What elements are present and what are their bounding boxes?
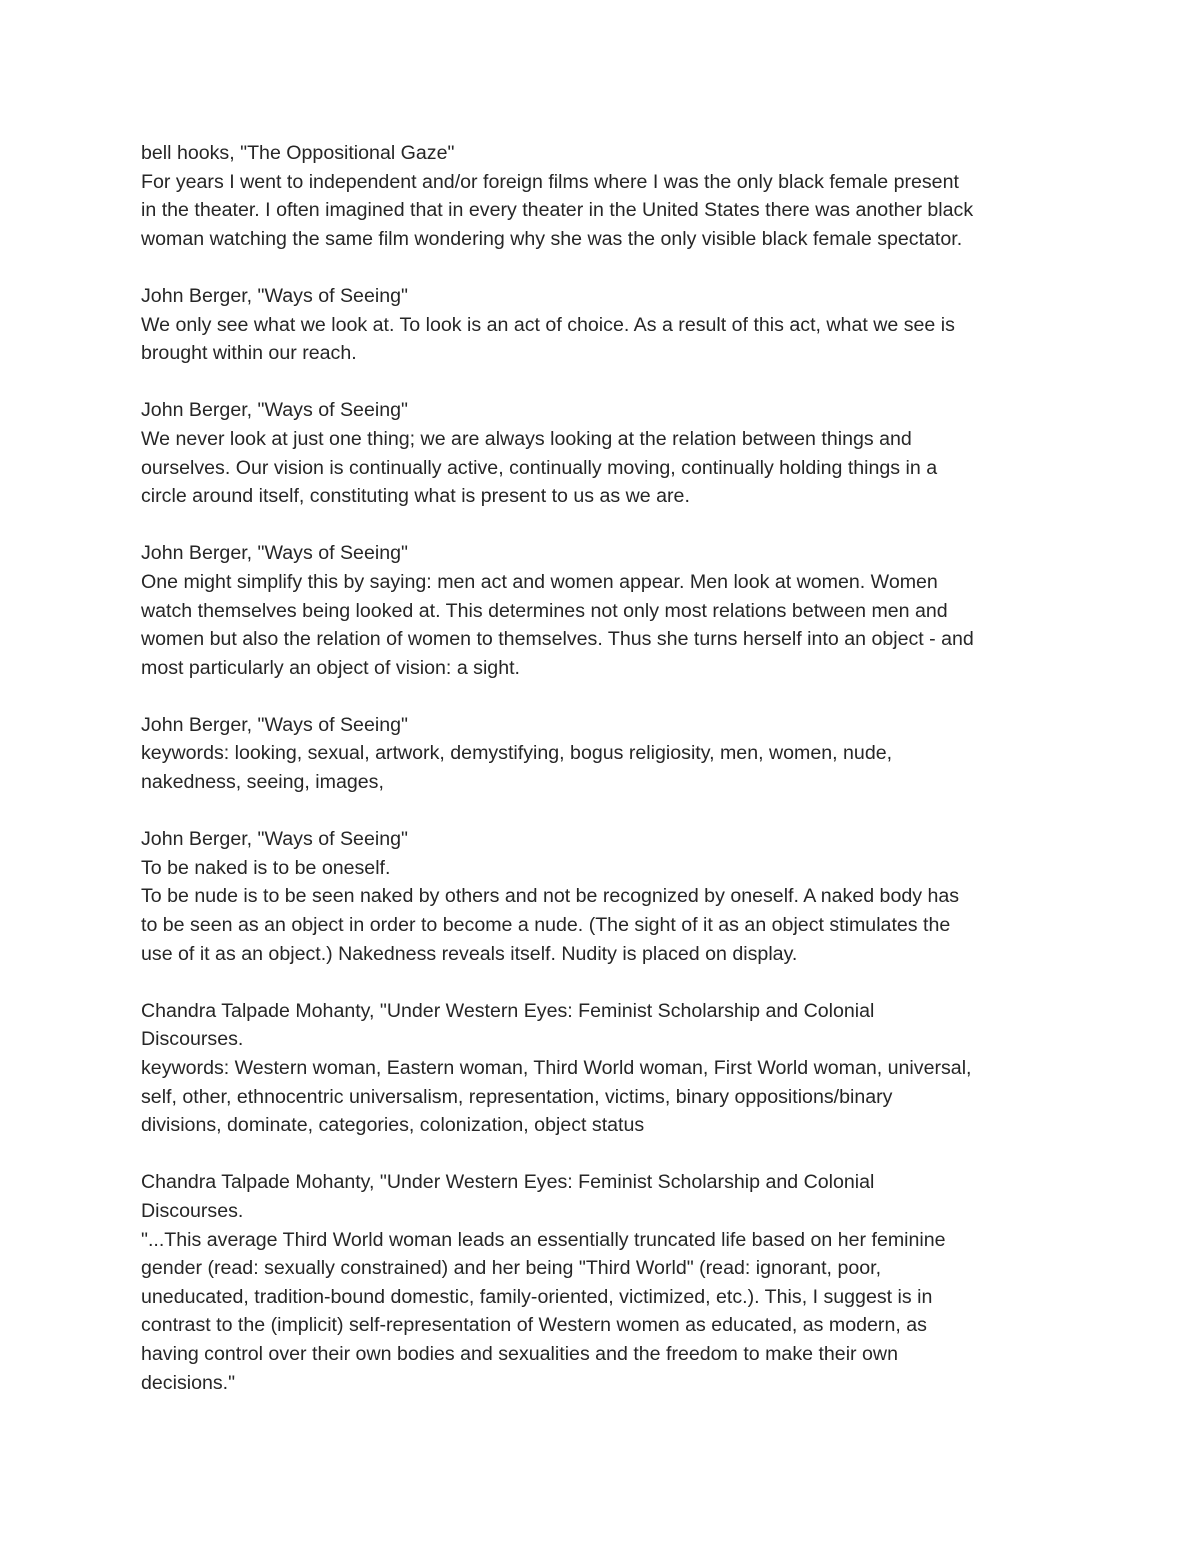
keywords-line: keywords: Western woman, Eastern woman, Third World woman, First World woman, universal, [141,1057,972,1079]
source-line: Discourses. [141,1028,244,1051]
source-line: Chandra Talpade Mohanty, "Under Western Eyes: Feminist Scholarship and Colonial [141,1171,875,1194]
text-line: to be seen as an object in order to become a nude. (The sight of it as an object stimulates the [141,914,951,937]
source-line: John Berger, "Ways of Seeing" [141,284,408,307]
text-line: circle around itself, constituting what is present to us as we are. [141,485,690,508]
text-line: gender (read: sexually constrained) and her being "Third World" (read: ignorant, poor, [141,1257,882,1280]
quote-entry-berger-2 [141,396,1076,510]
keywords-entry-berger [141,711,1076,797]
text-line: One might simplify this by saying: men act and women appear. Men look at women. Women [141,570,938,593]
quote-entry-mohanty [141,1168,1076,1397]
text-line: We never look at just one thing; we are always looking at the relation between things and [141,427,912,450]
quote-entry-hooks [141,139,1076,253]
source-line: John Berger, "Ways of Seeing" [141,828,408,851]
source-line: John Berger, "Ways of Seeing" [141,399,408,422]
text-line: most particularly an object of vision: a sight. [141,656,520,679]
document-body [141,139,1076,1426]
text-line: watch themselves being looked at. This determines not only most relations between men and [141,599,948,622]
text-line: use of it as an object.) Nakedness reveals itself. Nudity is placed on display. [141,942,798,965]
keywords-line: nakedness, seeing, images, [141,771,384,794]
text-line: To be nude is to be seen naked by others and not be recognized by oneself. A naked body has [141,885,960,908]
text-line: To be naked is to be oneself. [141,856,391,879]
text-line: ourselves. Our vision is continually active, continually moving, continually holding things in a [141,456,938,479]
quote-entry-berger-4 [141,825,1076,968]
quote-entry-berger-1 [141,282,1076,368]
keywords-line: divisions, dominate, categories, colonization, object status [141,1114,645,1137]
keywords-line: self, other, ethnocentric universalism, representation, victims, binary oppositions/binary [141,1085,893,1108]
text-line: uneducated, tradition-bound domestic, family-oriented, victimized, etc.). This, I suggest is in [141,1285,933,1308]
text-line: woman watching the same film wondering why she was the only visible black female spectator. [141,227,963,250]
source-line: Discourses. [141,1199,244,1222]
source-line: bell hooks, "The Oppositional Gaze" [141,142,455,164]
keywords-line: keywords: looking, sexual, artwork, demystifying, bogus religiosity, men, women, nude, [141,742,893,765]
keywords-entry-mohanty [141,997,1076,1140]
source-line: John Berger, "Ways of Seeing" [141,713,408,736]
text-line: contrast to the (implicit) self-representation of Western women as educated, as modern, as [141,1314,927,1337]
text-line: decisions." [141,1371,236,1394]
text-line: We only see what we look at. To look is an act of choice. As a result of this act, what we see is [141,313,955,336]
text-line: brought within our reach. [141,342,357,365]
text-line: women but also the relation of women to themselves. Thus she turns herself into an object - and [141,628,974,651]
source-line: John Berger, "Ways of Seeing" [141,542,408,565]
source-line: Chandra Talpade Mohanty, "Under Western Eyes: Feminist Scholarship and Colonial [141,999,875,1022]
text-line: in the theater. I often imagined that in every theater in the United States there was another black [141,199,974,222]
text-line: For years I went to independent and/or foreign films where I was the only black female present [141,170,959,193]
text-line: having control over their own bodies and sexualities and the freedom to make their own [141,1342,898,1365]
text-line: "...This average Third World woman leads an essentially truncated life based on her feminine [141,1228,946,1251]
quote-entry-berger-3 [141,539,1076,682]
